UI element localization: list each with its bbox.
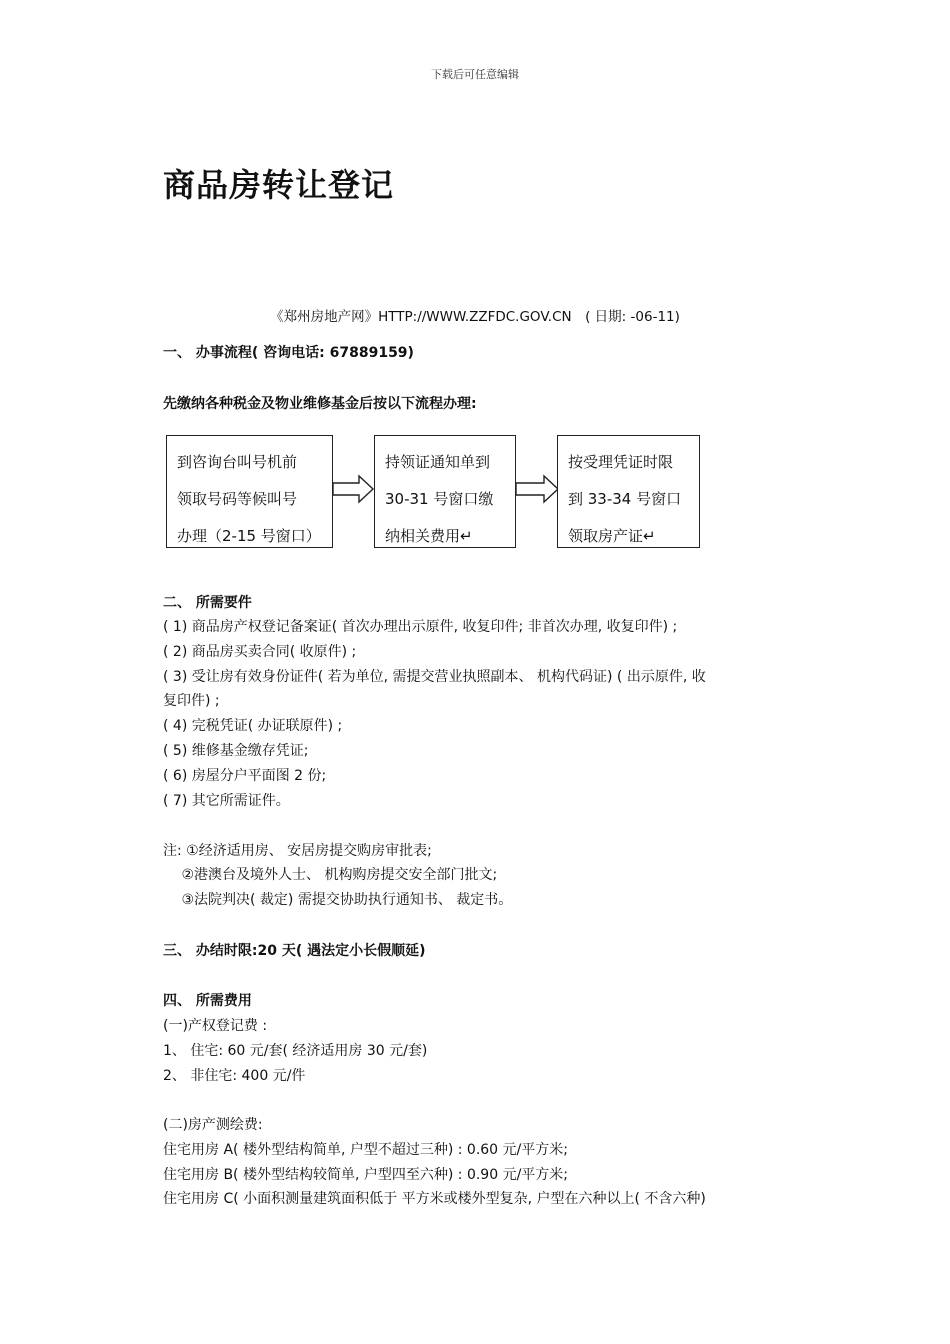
requirement-item: 复印件) ; <box>163 693 220 709</box>
survey-fee-item: 住宅用房 C( 小面积测量建筑面积低于 平方米或楼外型复杂, 户型在六种以上( 不含六种) <box>163 1191 706 1207</box>
survey-fee-item: 住宅用房 A( 楼外型结构简单, 户型不超过三种) : 0.60 元/平方米; <box>163 1142 568 1158</box>
flow-step-3 <box>557 435 700 548</box>
flow-step-2-line: 30-31 号窗口缴 <box>385 490 494 508</box>
flow-step-1-line: 领取号码等候叫号 <box>177 490 298 508</box>
flow-step-2-line: 持领证通知单到 <box>385 453 491 471</box>
section3-heading: 三、 办结时限:20 天( 遇法定小长假顺延) <box>163 943 426 959</box>
flow-arrow-icon <box>331 474 375 504</box>
section4-heading: 四、 所需费用 <box>163 993 252 1009</box>
flow-step-2 <box>374 435 516 548</box>
section2-heading: 二、 所需要件 <box>163 595 252 611</box>
note-line: ③法院判决( 裁定) 需提交协助执行通知书、 裁定书。 <box>163 892 513 908</box>
document-title: 商品房转让登记 <box>163 166 395 204</box>
requirement-item: ( 3) 受让房有效身份证件( 若为单位, 需提交营业执照副本、 机构代码证) ( 出示原件, 收 <box>163 669 706 685</box>
flow-step-2-line: 纳相关费用↵ <box>385 527 473 545</box>
requirement-item: ( 6) 房屋分户平面图 2 份; <box>163 768 327 784</box>
requirement-item: ( 7) 其它所需证件。 <box>163 793 290 809</box>
note-line: ②港澳台及境外人士、 机构购房提交安全部门批文; <box>163 867 498 883</box>
fee-item: 2、 非住宅: 400 元/件 <box>163 1068 306 1084</box>
flow-step-1 <box>166 435 333 548</box>
requirement-item: ( 2) 商品房买卖合同( 收原件) ; <box>163 644 357 660</box>
source-line: 《郑州房地产网》HTTP://WWW.ZZFDC.GOV.CN ( 日期: -06-11) <box>270 309 680 325</box>
requirement-item: ( 4) 完税凭证( 办证联原件) ; <box>163 718 343 734</box>
flow-step-3-line: 按受理凭证时限 <box>568 453 674 471</box>
survey-fee-item: 住宅用房 B( 楼外型结构较简单, 户型四至六种) : 0.90 元/平方米; <box>163 1167 569 1183</box>
process-flow-diagram <box>166 432 706 552</box>
requirement-item: ( 1) 商品房产权登记备案证( 首次办理出示原件, 收复印件; 非首次办理, 收复印件) ; <box>163 619 678 635</box>
note-line: 注: ①经济适用房、 安居房提交购房审批表; <box>163 843 432 859</box>
requirement-item: ( 5) 维修基金缴存凭证; <box>163 743 309 759</box>
flow-step-1-line: 办理（2-15 号窗口） <box>177 527 321 545</box>
section1-heading: 一、 办事流程( 咨询电话: 67889159) <box>163 345 414 361</box>
flow-step-3-line: 到 33-34 号窗口 <box>568 490 682 508</box>
section1-intro: 先缴纳各种税金及物业维修基金后按以下流程办理: <box>163 396 477 412</box>
flow-step-3-line: 领取房产证↵ <box>568 527 656 545</box>
fee-subheading: (二)房产测绘费: <box>163 1117 263 1133</box>
fee-subheading: (一)产权登记费 : <box>163 1018 268 1034</box>
flow-arrow-icon <box>514 474 560 504</box>
fee-item: 1、 住宅: 60 元/套( 经济适用房 30 元/套) <box>163 1043 428 1059</box>
page-header-note: 下载后可任意编辑 <box>431 68 519 81</box>
flow-step-1-line: 到咨询台叫号机前 <box>177 453 298 471</box>
